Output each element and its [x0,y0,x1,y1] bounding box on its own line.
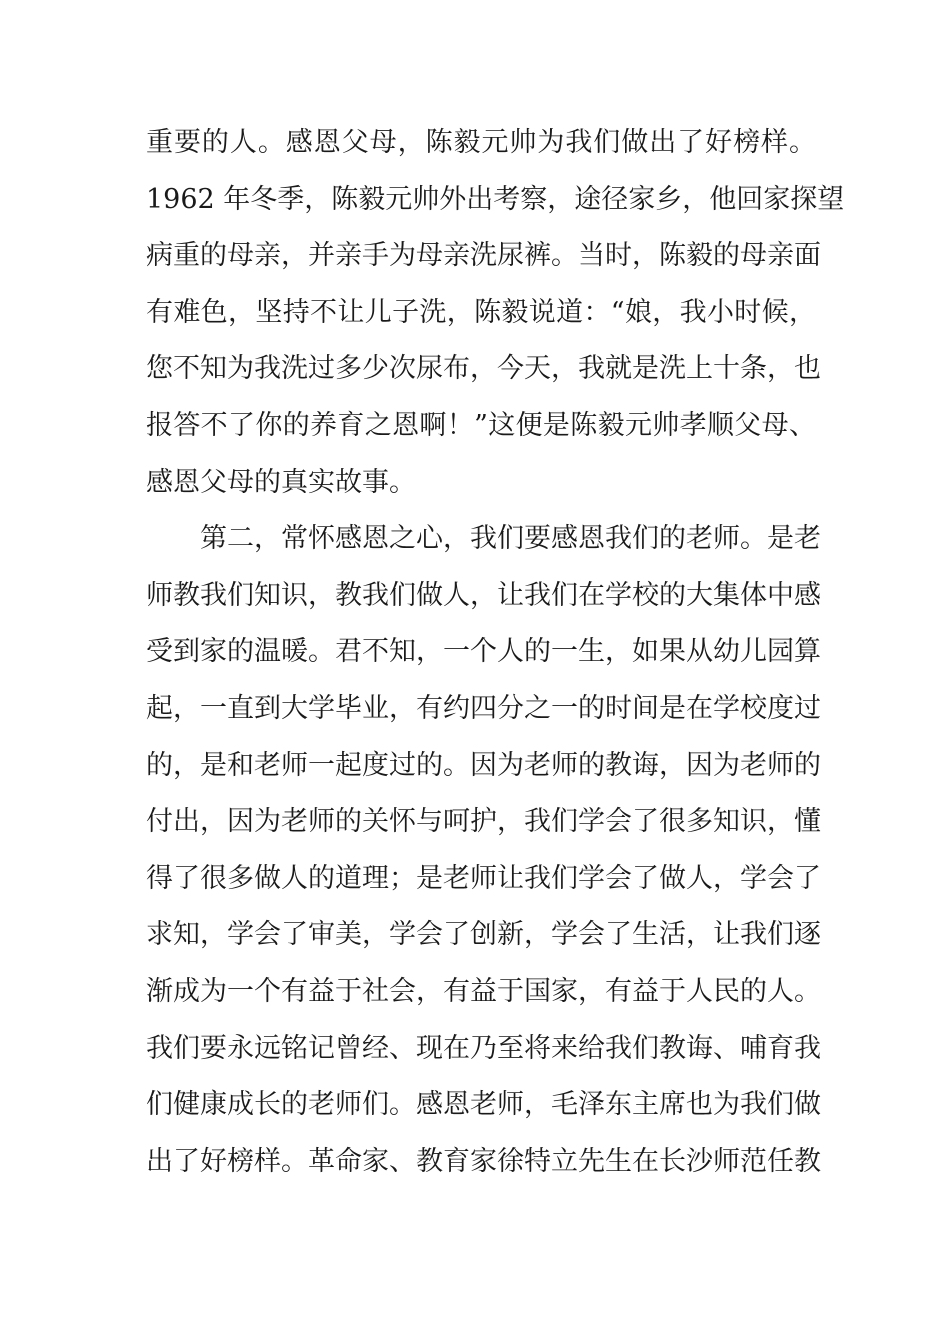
paragraph-start-line: 第二，常怀感恩之心，我们要感恩我们的老师。是老 [200,523,821,555]
text-line: 出了好榜样。革命家、教育家徐特立先生在长沙师范任教 [146,1145,821,1177]
text-line: 付出，因为老师的关怀与呵护，我们学会了很多知识，懂 [146,806,821,838]
text-line: 起，一直到大学毕业，有约四分之一的时间是在学校度过 [146,692,821,724]
text-line: 的，是和老师一起度过的。因为老师的教诲，因为老师的 [146,749,821,781]
text-line: 师教我们知识，教我们做人，让我们在学校的大集体中感 [146,579,821,611]
text-line: 1962 年冬季，陈毅元帅外出考察，途径家乡，他回家探望 [146,183,845,215]
text-line: 病重的母亲，并亲手为母亲洗尿裤。当时，陈毅的母亲面 [146,240,821,272]
text-line: 有难色，坚持不让儿子洗，陈毅说道：“娘，我小时候， [146,296,816,328]
text-line: 感恩父母的真实故事。 [146,466,416,498]
text-line: 我们要永远铭记曾经、现在乃至将来给我们教诲、哺育我 [146,1032,821,1064]
text-line: 受到家的温暖。君不知，一个人的一生，如果从幼儿园算 [146,636,821,668]
text-line: 求知，学会了审美，学会了创新，学会了生活，让我们逐 [146,919,821,951]
text-line: 您不知为我洗过多少次尿布，今天，我就是洗上十条，也 [146,353,821,385]
text-line: 报答不了你的养育之恩啊！”这便是陈毅元帅孝顺父母、 [146,409,816,441]
text-line: 得了很多做人的道理；是老师让我们学会了做人，学会了 [146,862,821,894]
text-line: 渐成为一个有益于社会，有益于国家，有益于人民的人。 [146,975,821,1007]
text-line: 们健康成长的老师们。感恩老师，毛泽东主席也为我们做 [146,1089,821,1121]
body-text [146,115,845,1190]
text-line: 重要的人。感恩父母，陈毅元帅为我们做出了好榜样。 [146,127,816,158]
